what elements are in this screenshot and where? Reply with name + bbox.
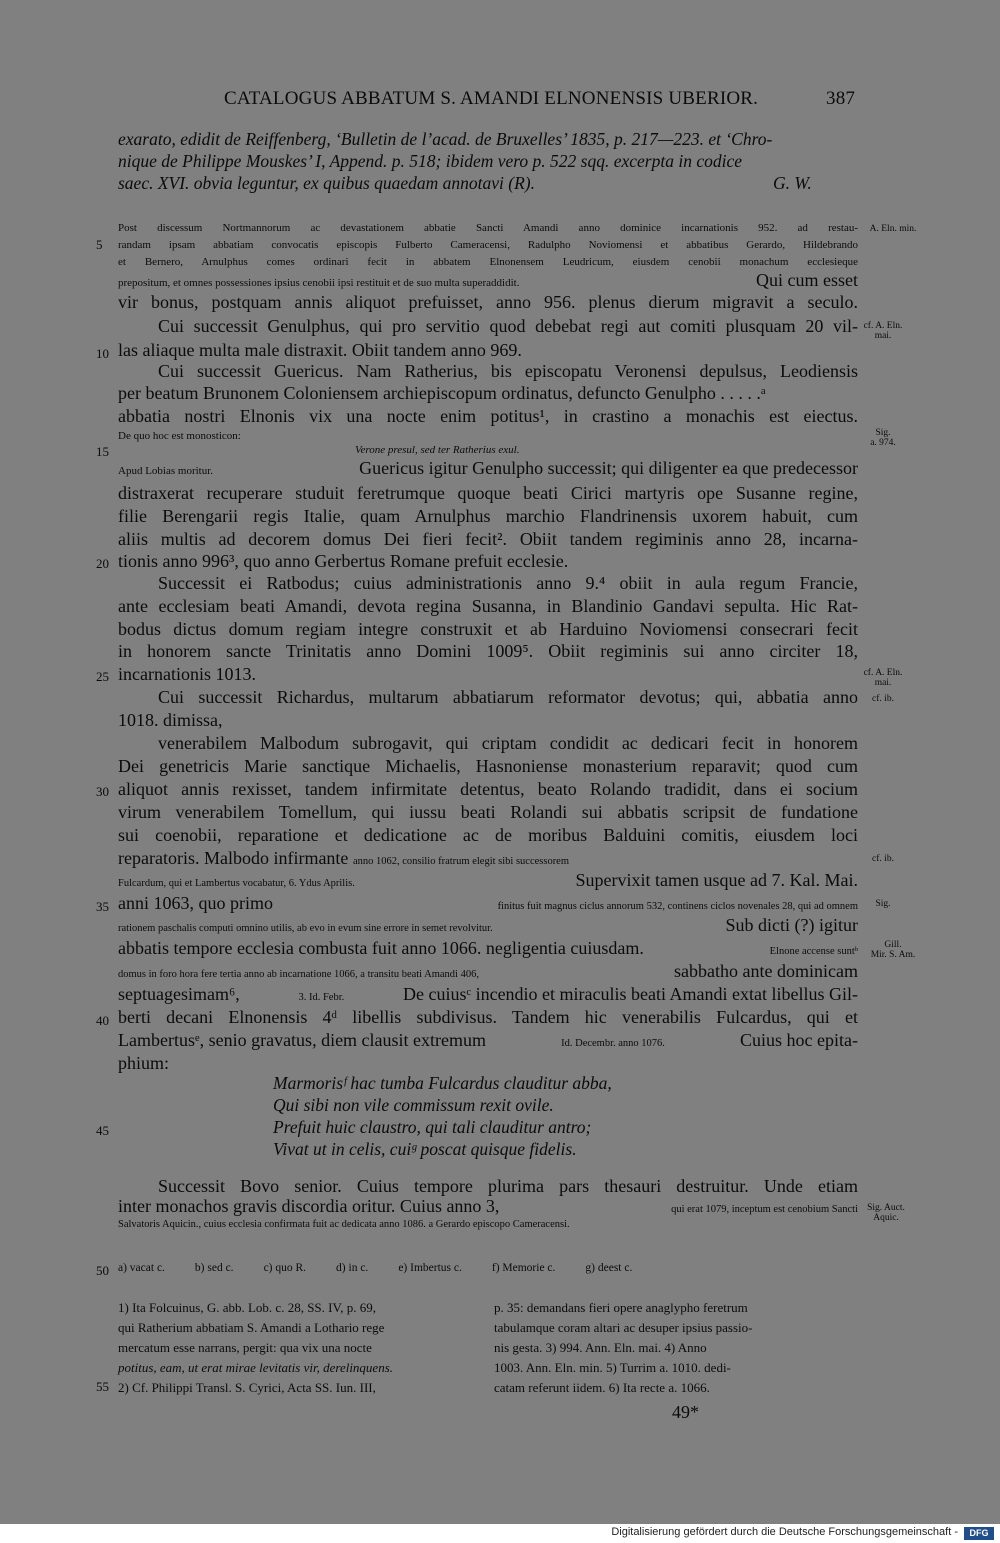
- text-line: Lambertusᵉ, senio gravatus, diem clausit extremum Id. Decembr. anno 1076. Cuius hoc epita-: [118, 1030, 858, 1050]
- text-line: randam ipsam abbatiam convocatis episcopis Fulberto Cameracensi, Radulpho Noviomensi et abbatibus Gerardo, Hildebrando: [118, 239, 858, 251]
- line-number: 40: [96, 1013, 109, 1028]
- editor-initials: G. W.: [773, 173, 812, 193]
- variant-notes: [118, 1262, 632, 1274]
- text-line: reparatoris. Malbodo infirmante anno 1062, consilio fratrum elegit sibi successorem: [118, 848, 570, 868]
- text-line: Cui successit Richardus, multarum abbatiarum reformator devotus; qui, abbatia anno: [158, 687, 858, 707]
- text-line: Post discessum Nortmannorum ac devastationem abbatie Sancti Amandi anno dominice incarnationis 952. ad restau-: [118, 222, 858, 234]
- text-line: domus in foro hora fere tertia anno ab incarnatione 1066, a transitu beati Amandi 406, sabbatho ante dominicam: [118, 961, 858, 981]
- variant-note: e) Imbertus c.: [398, 1262, 462, 1274]
- text-line: ante ecclesiam beati Amandi, devota regina Susanna, in Blandinio Gandavi sepulta. Hic Rat-: [118, 596, 858, 616]
- text-line: Cui successit Guericus. Nam Ratherius, bis episcopatu Veronensi depulsus, Leodiensis: [158, 361, 858, 381]
- margin-note: Sig. Auct. Aquic.: [867, 1203, 905, 1223]
- variant-note: d) in c.: [336, 1262, 369, 1274]
- text-line: Successit ei Ratbodus; cuius administrationis anno 9.⁴ obiit in aula regum Francie,: [158, 573, 858, 593]
- epitaph-line: Marmorisᶠ hac tumba Fulcardus clauditur abba,: [273, 1073, 612, 1093]
- footnote-line: mercatum esse narrans, pergit: qua vix una nocte: [118, 1340, 372, 1355]
- line-number: 45: [96, 1123, 109, 1138]
- text-line: septuagesimam⁶, 3. Id. Febr. De cuiusᶜ incendio et miraculis beati Amandi extat libellus Gil-: [118, 984, 858, 1004]
- page-number: 387: [826, 88, 856, 109]
- epitaph-line: Qui sibi non vile commissum rexit ovile.: [273, 1095, 554, 1115]
- text-line: inter monachos gravis discordia oritur. Cuius anno 3, qui erat 1079, inceptum est cenobium Sancti: [118, 1196, 858, 1216]
- text-line: aliis multis ad decorem domus Dei fieri fecit². Obiit tandem regiminis anno 28, incarna-: [118, 529, 858, 549]
- footnote-line: potitus, eam, ut erat mirae levitatis vir, derelinquens.: [118, 1360, 394, 1375]
- text-line: per beatum Brunonem Coloniensem archiepiscopum ordinatus, defuncto Genulpho . . . . .ᵃ: [118, 383, 766, 403]
- text-line: anni 1063, quo primo finitus fuit magnus ciclus annorum 532, continens ciclos novenales 28, qui ad omnem: [118, 893, 858, 913]
- text-line: et Bernero, Arnulphus comes ordinari fecit in abbatem Elnonensem Leudricum, eiusdem cenobii monachum ecclesieque: [118, 256, 858, 268]
- margin-note: A. Eln. min.: [869, 224, 917, 234]
- text-line: tionis anno 996³, quo anno Gerbertus Romane prefuit ecclesie.: [118, 551, 569, 571]
- variant-note: c) quo R.: [263, 1262, 307, 1274]
- margin-note: cf. ib.: [872, 694, 894, 704]
- funding-notice: Digitalisierung gefördert durch die Deutsche Forschungsgemeinschaft -: [611, 1526, 958, 1538]
- text-line: in honorem sancte Trinitatis anno Domini 1009⁵. Obiit regiminis sui anno circiter 18,: [118, 641, 858, 661]
- line-number: 25: [96, 669, 109, 684]
- text-line: De quo hoc est monosticon:: [118, 430, 241, 442]
- text-line: vir bonus, postquam annis aliquot prefuisset, anno 956. plenus dierum migravit a seculo.: [118, 292, 858, 312]
- text-line: filie Berengarii regis Italie, quam Arnulphus marchio Flandrinensis uxorem habuit, cum: [118, 506, 858, 526]
- text-line: abbatis tempore ecclesia combusta fuit anno 1066. negligentia cuiusdam. Elnone accense suntᵇ: [118, 938, 858, 958]
- margin-note: cf. A. Eln. mai.: [863, 321, 903, 341]
- line-number: 35: [96, 899, 109, 914]
- text-line: Cui successit Genulphus, qui pro servitio quod debebat regi aut comiti plusquam 20 vil-: [158, 316, 858, 336]
- footnote-line: catam referunt iidem. 6) Ita recte a. 1066.: [494, 1380, 710, 1395]
- line-number: 20: [96, 556, 109, 571]
- text-line: virum venerabilem Tomellum, qui iussu beati Rolandi sui abbatis scripsit de fundatione: [118, 802, 858, 822]
- text-line: phium:: [118, 1053, 170, 1073]
- line-number: 50: [96, 1263, 109, 1278]
- margin-note: Sig. a. 974.: [870, 428, 896, 448]
- text-line: las aliaque multa male distraxit. Obiit tandem anno 969.: [118, 340, 522, 360]
- text-line: Apud Lobias moritur. Guericus igitur Genulpho successit; qui diligenter ea que predecessor: [118, 458, 858, 478]
- margin-note: cf. A. Eln. mai.: [863, 668, 903, 688]
- text-line: aliquot annis rexisset, tandem infirmitate detentus, beato Rolando tradidit, dans ei socium: [118, 779, 858, 799]
- text-line: venerabilem Malbodum subrogavit, qui criptam condidit ac dedicari fecit in honorem: [158, 733, 858, 753]
- running-title: CATALOGUS ABBATUM S. AMANDI ELNONENSIS UBERIOR.: [224, 88, 759, 109]
- intro-line: saec. XVI. obvia leguntur, ex quibus quaedam annotavi (R).: [118, 173, 535, 193]
- variant-note: b) sed c.: [194, 1262, 234, 1274]
- line-number: 5: [96, 237, 103, 252]
- text-line: incarnationis 1013.: [118, 664, 256, 684]
- footnote-line: qui Ratherium abbatiam S. Amandi a Lothario rege: [118, 1320, 385, 1335]
- text-line: bodus dictus domum regiam integre construxit et ab Harduino Noviomensi consecrari fecit: [118, 619, 858, 639]
- epitaph-line: Prefuit huic claustro, qui tali clauditur antro;: [273, 1117, 592, 1137]
- line-number: 30: [96, 784, 109, 799]
- text-line: sui coenobii, reparatione et dedicatione ac de moribus Balduini comitis, eiusdem loci: [118, 825, 858, 845]
- footnote-line: 2) Cf. Philippi Transl. S. Cyrici, Acta SS. Iun. III,: [118, 1380, 376, 1395]
- text-line: rationem paschalis computi omnino utilis, ab evo in evum sine errore in semet revolvitur. Sub dicti (?) igitur: [118, 915, 858, 935]
- text-line: abbatia nostri Elnonis vix una nocte enim potitus¹, in crastino a monachis est eiectus.: [118, 406, 858, 426]
- variant-note: a) vacat c.: [118, 1262, 165, 1274]
- margin-note: Gill. Mir. S. Am.: [870, 940, 916, 960]
- intro-line: nique de Philippe Mouskes’ I, Append. p. 518; ibidem vero p. 522 sqq. excerpta in codice: [118, 151, 743, 171]
- footnote-line: 1003. Ann. Eln. min. 5) Turrim a. 1010. dedi-: [494, 1360, 731, 1375]
- variant-note: f) Memorie c.: [491, 1262, 556, 1274]
- digitization-footer: [0, 1524, 1000, 1543]
- footnote-line: tabulamque coram altari ac desuper ipsius passio-: [494, 1320, 753, 1335]
- text-line: Dei genetricis Marie sanctique Michaelis, Hasnoniense monasterium reparavit; quod cum: [118, 756, 858, 776]
- line-number: 15: [96, 444, 109, 459]
- text-line: 1018. dimissa,: [118, 710, 223, 730]
- text-line: Salvatoris Aquicin., cuius ecclesia confirmata fuit ac dedicata anno 1086. a Gerardo episcopo Cameracensi.: [118, 1219, 570, 1230]
- line-number: 55: [96, 1379, 109, 1394]
- text-line: Successit Bovo senior. Cuius tempore plurima pars thesauri destruitur. Unde etiam: [158, 1176, 858, 1196]
- text-line: prepositum, et omnes possessiones ipsius cenobii ipsi restituit et de suo multa superaddidit. Qui cum esset: [118, 270, 858, 290]
- epitaph-line: Vivat ut in celis, cuiᵍ poscat quisque fidelis.: [273, 1139, 577, 1159]
- dfg-logo-icon[interactable]: DFG: [964, 1527, 994, 1540]
- line-number: 10: [96, 346, 109, 361]
- gathering-signature: 49*: [672, 1402, 699, 1422]
- text-line: berti decani Elnonensis 4ᵈ libellis subdivisus. Tandem hic venerabilis Fulcardus, qui et: [118, 1007, 858, 1027]
- monostich: Verone presul, sed ter Ratherius exul.: [355, 444, 520, 456]
- margin-note: Sig.: [875, 899, 891, 909]
- variant-note: g) deest c.: [585, 1262, 633, 1274]
- footnote-line: nis gesta. 3) 994. Ann. Eln. mai. 4) Anno: [494, 1340, 707, 1355]
- text-line: Fulcardum, qui et Lambertus vocabatur, 6. Ydus Aprilis. Supervixit tamen usque ad 7. Kal. Mai.: [118, 870, 858, 890]
- text-line: distraxerat recuperare studuit feretrumque quoque beati Cirici martyris ope Susanne regine,: [118, 483, 858, 503]
- margin-note: cf. ib.: [872, 854, 894, 864]
- footnote-line: 1) Ita Folcuinus, G. abb. Lob. c. 28, SS. IV, p. 69,: [118, 1300, 376, 1315]
- intro-line: exarato, edidit de Reiffenberg, ‘Bulletin de l’acad. de Bruxelles’ 1835, p. 217—223. et ‘Chro-: [118, 129, 773, 149]
- footnote-line: p. 35: demandans fieri opere anaglypho feretrum: [494, 1300, 748, 1315]
